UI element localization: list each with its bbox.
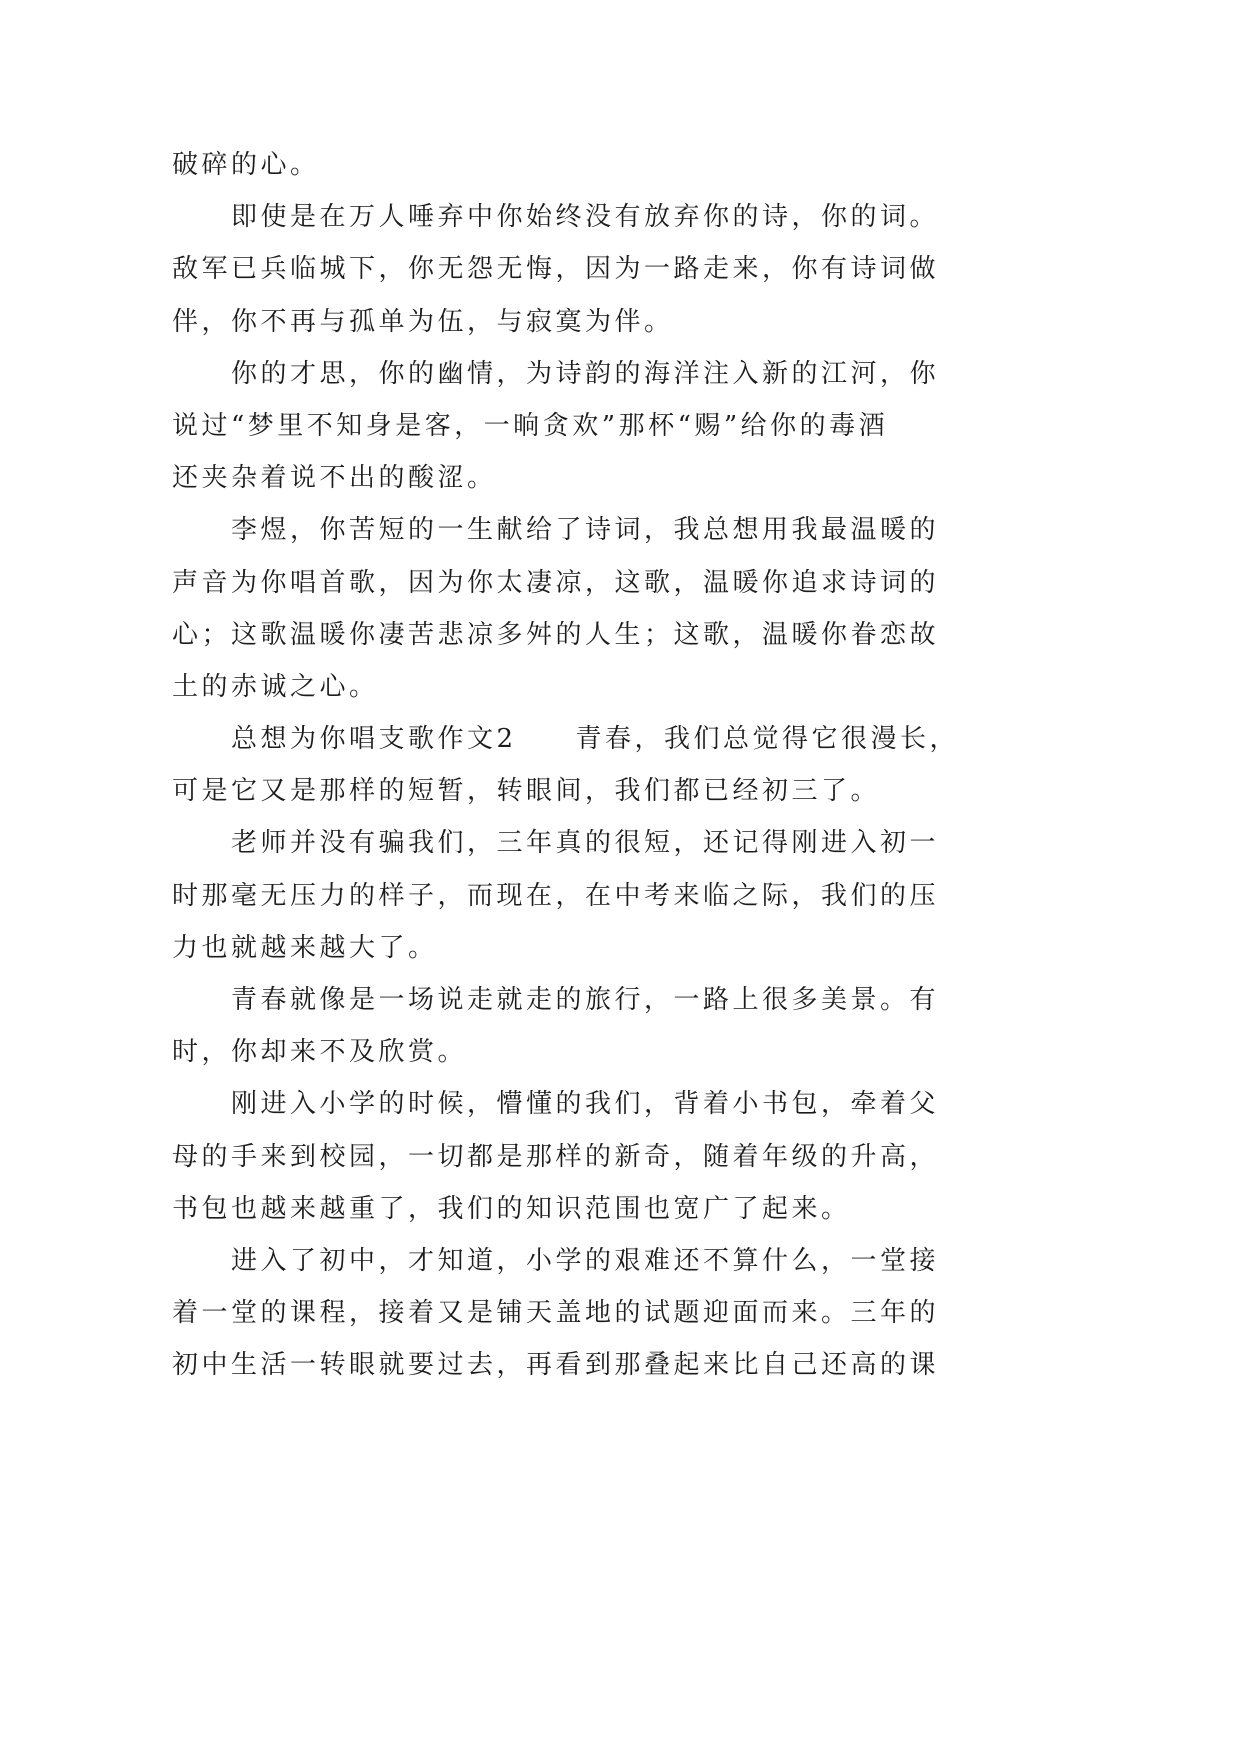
paragraph [172, 1235, 972, 1392]
text-line: 老师并没有骗我们，三年真的很短，还记得刚进入初一 [231, 828, 940, 859]
text-line: 声音为你唱首歌，因为你太凄凉，这歌，温暖你追求诗词的 [172, 567, 940, 598]
text-line: 即使是在万人唾弃中你始终没有放弃你的诗，你的词。 [231, 202, 940, 233]
text-line: 刚进入小学的时候，懵懂的我们，背着小书包，牵着父 [231, 1089, 940, 1120]
text-line: 土的赤诚之心。 [172, 671, 379, 702]
paragraph [172, 504, 972, 713]
section-heading-line: 总想为你唱支歌作文2 青春，我们总觉得它很漫长， [231, 724, 960, 755]
text-line: 书包也越来越重了，我们的知识范围也宽广了起来。 [172, 1193, 851, 1224]
text-line: 心；这歌温暖你凄苦悲凉多舛的人生；这歌，温暖你眷恋故 [172, 619, 940, 650]
paragraph [172, 713, 972, 817]
text-line: 初中生活一转眼就要过去，再看到那叠起来比自己还高的课 [172, 1350, 940, 1381]
text-line: 说过“梦里不知身是客，一晌贪欢”那杯“赐”给你的毒酒 [172, 410, 889, 441]
text-line: 你的才思，你的幽情，为诗韵的海洋注入新的江河，你 [231, 358, 940, 389]
text-line: 青春就像是一场说走就走的旅行，一路上很多美景。有 [231, 985, 940, 1015]
text-line: 可是它又是那样的短暂，转眼间，我们都已经初三了。 [172, 776, 881, 807]
text-line: 时那毫无压力的样子，而现在，在中考来临之际，我们的压 [172, 880, 940, 911]
document-body [172, 139, 972, 1392]
text-line: 还夹杂着说不出的酸涩。 [172, 463, 497, 494]
text-line: 进入了初中，才知道，小学的艰难还不算什么，一堂接 [231, 1245, 940, 1276]
text-line: 李煜，你苦短的一生献给了诗词，我总想用我最温暖的 [231, 515, 940, 546]
paragraph [172, 1078, 972, 1235]
text-line: 伴，你不再与孤单为伍，与寂寞为伴。 [172, 306, 674, 337]
text-line: 破碎的心。 [172, 150, 320, 180]
paragraph [172, 139, 972, 191]
text-line: 母的手来到校园，一切都是那样的新奇，随着年级的升高， [172, 1141, 940, 1172]
text-line: 力也就越来越大了。 [172, 932, 438, 963]
text-line: 着一堂的课程，接着又是铺天盖地的试题迎面而来。三年的 [172, 1298, 940, 1329]
paragraph [172, 974, 972, 1078]
text-line: 敌军已兵临城下，你无怨无悔，因为一路走来，你有诗词做 [172, 254, 940, 285]
paragraph [172, 348, 972, 505]
paragraph [172, 817, 972, 974]
text-line: 时，你却来不及欣赏。 [172, 1037, 468, 1068]
paragraph [172, 191, 972, 348]
